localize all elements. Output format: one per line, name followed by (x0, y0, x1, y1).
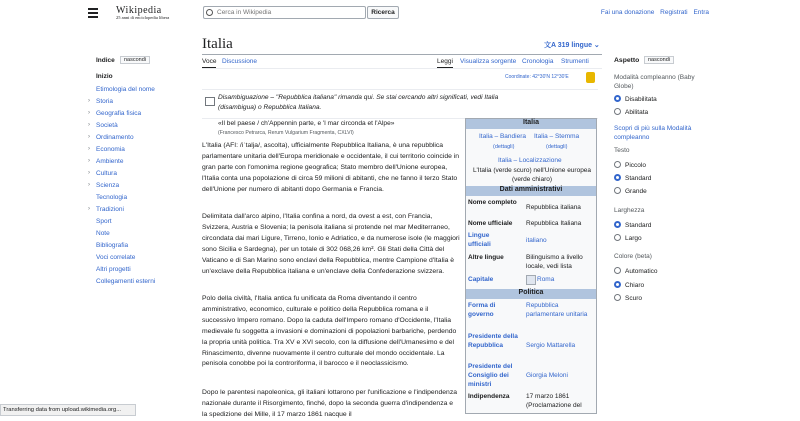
infobox-section-politics: Politica (466, 289, 596, 299)
infobox-value: 17 marzo 1861 (Proclamazione del (526, 393, 582, 409)
radio-label: Standard (625, 222, 652, 230)
register-link[interactable]: Registrati (660, 9, 688, 16)
hatnote-text (218, 93, 590, 113)
infobox-label: Nome completo (468, 199, 517, 206)
tab-strumenti[interactable]: Strumenti (561, 58, 589, 65)
infobox-value[interactable]: Roma (537, 276, 555, 283)
toc-item-geografia[interactable]: Geografia fisica (96, 110, 142, 117)
radio-color-light[interactable] (614, 282, 644, 289)
login-link[interactable]: Entra (693, 9, 709, 16)
infobox-label[interactable]: Lingue ufficiali (468, 232, 491, 248)
radio-checked-icon[interactable] (614, 281, 621, 288)
tab-leggi[interactable]: Leggi (437, 58, 453, 68)
toc-item-scienza[interactable]: Scienza (96, 182, 120, 189)
toc-hide-button[interactable]: nascondi (120, 56, 150, 64)
flag-link[interactable]: Italia – Bandiera (479, 133, 526, 140)
toc-item-economia[interactable]: Economia (96, 146, 125, 153)
radio-icon[interactable] (614, 187, 621, 194)
tab-visualizza-sorgente[interactable]: Visualizza sorgente (460, 58, 517, 65)
radio-label: Scuro (625, 295, 642, 303)
personal-tools (597, 9, 709, 16)
infobox-section-admin: Dati amministrativi (466, 186, 596, 196)
infobox-value: Bilinguismo a livello locale, vedi lista (526, 254, 583, 270)
infobox-value: Repubblica Italiana (526, 220, 582, 227)
disambiguation-icon (205, 97, 215, 106)
radio-icon[interactable] (614, 234, 621, 241)
chevron-right-icon[interactable]: › (88, 110, 90, 116)
tab-voce[interactable]: Voce (202, 58, 216, 68)
paragraph-4: Dopo le parentesi napoleonica, gli italiani lottarono per l'unificazione e l'indipendenza nazionale durante il Risorgimento, finché, dopo la seconda guerra d'indipendenza e la spedizione dei Mille, il 17 marzo 1861 nacque il (202, 389, 458, 418)
radio-text-small[interactable] (614, 162, 646, 169)
paragraph-1: L'Italia (AFI: /iˈtalja/, ascolta), ufficialmente Repubblica Italiana, è una repubblica parlamentare unitaria dell'Europa meridionale e occidentale, il cui territorio coincide in gran parte con l'omonima regione geografica; Stato membro dell'Unione europea, l'Italia conta una popolazione di circa 59 milioni di abitanti, che ne fanno il terzo Stato dell'Unione per numero di abitanti dopo Germania e Francia. (202, 142, 460, 193)
toc-item-voci-correlate[interactable]: Voci correlate (96, 254, 136, 261)
logo-tagline: 25 anni di enciclopedia libera (116, 15, 170, 20)
toc-item-storia[interactable]: Storia (96, 98, 113, 105)
chevron-right-icon[interactable]: › (88, 98, 90, 104)
infobox-label[interactable]: Presidente del Consiglio dei ministri (468, 363, 513, 388)
radio-enabled[interactable] (614, 109, 648, 116)
birthday-mode-link[interactable]: Scopri di più sulla Modalità compleanno (614, 125, 692, 141)
radio-width-standard[interactable] (614, 222, 651, 229)
page-title: Italia (202, 36, 233, 52)
infobox-label: Indipendenza (468, 393, 510, 400)
toc-title: Indice (96, 57, 115, 64)
capital-flag-icon (526, 275, 536, 285)
divider (202, 68, 602, 69)
radio-color-auto[interactable] (614, 268, 658, 275)
translate-icon: 文A (544, 42, 558, 49)
toc-item-cultura[interactable]: Cultura (96, 170, 117, 177)
chevron-right-icon[interactable]: › (88, 146, 90, 152)
infobox-value[interactable]: Repubblica parlamentare unitaria (526, 302, 588, 318)
toc-item-societa[interactable]: Società (96, 122, 118, 129)
hatnote-line-1: Disambiguazione – "Repubblica italiana" rimanda qui. Se stai cercando altri significati, vedi Italia (218, 94, 499, 101)
infobox-label[interactable]: Presidente della Repubblica (468, 333, 518, 349)
toc-item-note[interactable]: Note (96, 230, 110, 237)
radio-icon[interactable] (614, 161, 621, 168)
paragraph-3: Polo della civiltà, l'Italia antica fu unificata da Roma diventando il centro amministrativo, economico, culturale e politico della Repubblica romana e il successivo Impero romano. Dopo la caduta dell'Impero romano d'Occidente, l'Italia medievale fu soggetta a invasioni e dominazioni di popolazioni barbariche, perdendo la propria unità politica. Tra XV e XVI secolo, con la diffusione dell'Umanesimo e del Rinascimento, divenne nuovamente il centro culturale del mondo occidentale. La penisola conobbe poi la controriforma, il barocco e il neoclassicismo. (202, 295, 457, 368)
radio-icon[interactable] (614, 108, 621, 115)
text-size-title: Testo (614, 147, 630, 154)
radio-color-dark[interactable] (614, 295, 642, 302)
chevron-right-icon[interactable]: › (88, 158, 90, 164)
radio-label: Piccolo (625, 162, 646, 170)
chevron-right-icon[interactable]: › (88, 134, 90, 140)
main-menu-icon[interactable] (88, 8, 98, 18)
tab-discussione[interactable]: Discussione (222, 58, 258, 65)
map-pin-icon[interactable] (586, 72, 595, 83)
language-count: 319 lingue (557, 42, 592, 49)
infobox-label[interactable]: Capitale (468, 276, 494, 283)
chevron-right-icon[interactable]: › (88, 206, 90, 212)
donate-link[interactable]: Fai una donazione (600, 9, 655, 16)
infobox-value[interactable]: italiano (526, 237, 547, 244)
search-button[interactable]: Ricerca (367, 6, 399, 19)
birthday-mode-label: Modalità compleanno (Baby Globe) (614, 74, 695, 90)
search-icon (206, 9, 213, 16)
appearance-hide-button[interactable]: nascondi (644, 56, 674, 64)
toc-item-collegamenti[interactable]: Collegamenti esterni (96, 278, 156, 285)
toc-item-tecnologia[interactable]: Tecnologia (96, 194, 128, 201)
hatnote-line-2: (disambigua) o Repubblica Italiana. (218, 104, 322, 111)
radio-text-standard[interactable] (614, 175, 651, 182)
map-link[interactable]: Italia – Localizzazione (498, 157, 562, 164)
emblem-details-link[interactable]: (dettagli) (546, 144, 568, 150)
coordinates-link[interactable]: Coordinate: 42°30'N 12°30'E (505, 74, 569, 80)
divider (202, 54, 602, 55)
radio-checked-icon[interactable] (614, 95, 621, 102)
toc-item-tradizioni[interactable]: Tradizioni (96, 206, 124, 213)
radio-label: Grande (625, 188, 647, 196)
infobox-label: Altre lingue (468, 254, 504, 261)
toc-item-bibliografia[interactable]: Bibliografia (96, 242, 129, 249)
radio-label: Largo (625, 235, 642, 243)
language-button[interactable]: 文A 319 lingue ⌄ (544, 42, 600, 49)
radio-width-wide[interactable] (614, 235, 642, 242)
toc-item-ordinamento[interactable]: Ordinamento (96, 134, 134, 141)
radio-label: Abilitata (625, 109, 649, 117)
epigraph-quote: «Il bel paese / ch'Appennin parte, e 'l mar circonda et l'Alpe» (218, 120, 395, 127)
radio-icon[interactable] (614, 267, 621, 274)
radio-checked-icon[interactable] (614, 221, 621, 228)
infobox-value[interactable]: Sergio Mattarella (526, 342, 576, 349)
chevron-right-icon[interactable]: › (88, 122, 90, 128)
toc-item-sport[interactable]: Sport (96, 218, 112, 225)
emblem-link[interactable]: Italia – Stemma (534, 133, 580, 140)
radio-label: Chiaro (625, 282, 645, 290)
appearance-title: Aspetto (614, 57, 640, 64)
radio-disabled[interactable] (614, 96, 657, 103)
wikipedia-logo[interactable]: Wikipedia (116, 5, 162, 16)
radio-icon[interactable] (614, 294, 621, 301)
infobox-value[interactable]: Giorgia Meloni (526, 372, 568, 379)
tab-cronologia[interactable]: Cronologia (522, 58, 554, 65)
infobox-value: Repubblica italiana (526, 204, 581, 211)
status-bar: Transferring data from upload.wikimedia.org... (0, 404, 136, 416)
radio-label: Automatico (625, 268, 658, 276)
map-caption: L'Italia (verde scuro) nell'Unione europea (verde chiaro) (472, 167, 592, 183)
toc-item-altri-progetti[interactable]: Altri progetti (96, 266, 131, 273)
paragraph-2: Delimitata dall'arco alpino, l'Italia confina a nord, da ovest a est, con Francia, Svizzera, Austria e Slovenia; la penisola italiana si protende nel mar Mediterraneo, circondata dai mari Ligure, Tirreno, Ionio e Adriatico, e da numerose isole (le maggiori sono Sicilia e Sardegna), per un totale di 302 068,26 km². Gli Stati della Città del Vaticano e di San Marino sono enclavi della Repubblica, mentre Campione d'Italia è un'exclave della Repubblica italiana e un'enclave della Confederazione svizzera. (202, 213, 460, 275)
epigraph-source: (Francesco Petrarca, Rerum Vulgarium Fragmenta, CXLVI) (218, 130, 354, 136)
toc-item-ambiente[interactable]: Ambiente (96, 158, 124, 165)
radio-text-large[interactable] (614, 188, 647, 195)
chevron-right-icon[interactable]: › (88, 170, 90, 176)
infobox-label: Nome ufficiale (468, 220, 513, 227)
search-input[interactable] (217, 6, 362, 19)
width-title: Larghezza (614, 207, 645, 214)
radio-label: Disabilitata (625, 96, 657, 104)
radio-label: Standard (625, 175, 652, 183)
infobox-title: Italia (466, 119, 596, 129)
toc-item-etimologia[interactable]: Etimologia del nome (96, 86, 155, 93)
chevron-right-icon[interactable]: › (88, 182, 90, 188)
toc-item-inizio[interactable]: Inizio (96, 73, 113, 80)
flag-details-link[interactable]: (dettagli) (493, 144, 515, 150)
color-title: Colore (beta) (614, 253, 652, 260)
radio-checked-icon[interactable] (614, 174, 621, 181)
infobox-label[interactable]: Forma di governo (468, 302, 496, 318)
